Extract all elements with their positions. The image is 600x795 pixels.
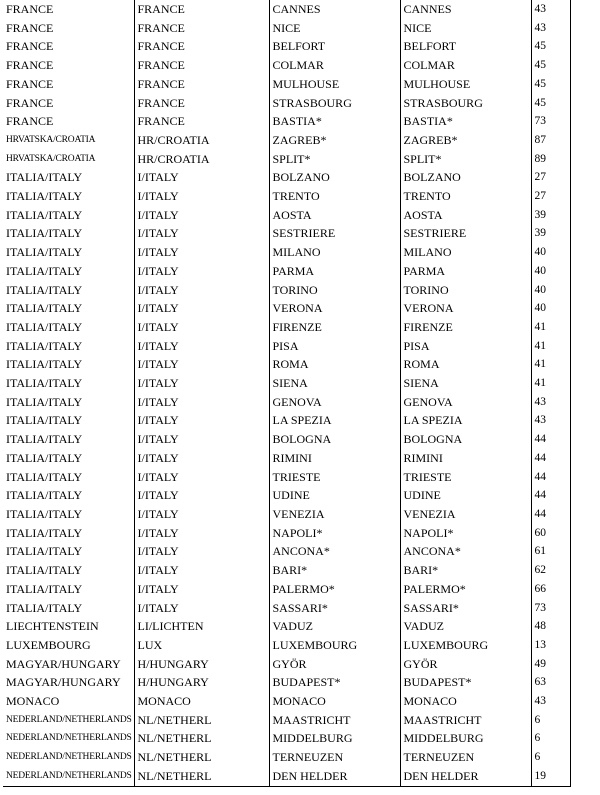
country-cell: FRANCE [6, 2, 54, 16]
country-cell: FRANCE [6, 58, 54, 73]
table-row [3, 75, 570, 94]
value-cell: 43 [531, 393, 570, 412]
city-local-cell: GYÖR [400, 655, 531, 674]
country-cell: ITALIA/ITALY [6, 450, 83, 465]
value-cell: 27 [531, 168, 570, 187]
country-cell: LUXEMBOURG [6, 637, 91, 652]
country-code-cell: I/ITALY [134, 299, 269, 318]
country-code-cell: I/ITALY [134, 449, 269, 468]
country-cell: MAGYAR/HUNGARY [6, 656, 121, 671]
country-code-cell: I/ITALY [134, 524, 269, 543]
country-cell: FRANCE [6, 114, 54, 129]
city-cell: PALERMO* [269, 580, 400, 599]
table-row [3, 337, 570, 356]
country-code-cell: I/ITALY [134, 486, 269, 505]
value-cell: 40 [531, 281, 570, 300]
city-local-cell: PISA [400, 337, 531, 356]
country-code-cell: I/ITALY [134, 430, 269, 449]
country-cell: NEDERLAND/NETHERLANDS [6, 752, 132, 763]
country-code-cell: MONACO [134, 692, 269, 711]
country-cell: ITALIA/ITALY [6, 469, 83, 484]
country-code-cell: FRANCE [134, 0, 269, 19]
table-row [3, 243, 570, 262]
city-cell: NICE [269, 19, 400, 38]
value-cell: 43 [531, 19, 570, 38]
city-local-cell: COLMAR [400, 56, 531, 75]
city-local-cell: PALERMO* [400, 580, 531, 599]
value-cell: 44 [531, 430, 570, 449]
table-row [3, 449, 570, 468]
table-row [3, 355, 570, 374]
table-row [3, 561, 570, 580]
country-cell: ITALIA/ITALY [6, 263, 83, 278]
table-row [3, 411, 570, 430]
city-cell: SPLIT* [269, 150, 400, 169]
city-local-cell: MULHOUSE [400, 75, 531, 94]
country-code-cell: I/ITALY [134, 561, 269, 580]
city-local-cell: BASTIA* [400, 112, 531, 131]
value-cell: 13 [531, 636, 570, 655]
country-cell: LIECHTENSTEIN [6, 619, 99, 634]
table-row [3, 692, 570, 711]
value-cell: 44 [531, 505, 570, 524]
city-cell: SESTRIERE [269, 224, 400, 243]
value-cell: 41 [531, 355, 570, 374]
country-code-cell: H/HUNGARY [134, 655, 269, 674]
country-code-cell: I/ITALY [134, 281, 269, 300]
country-cell: ITALIA/ITALY [6, 488, 83, 503]
country-code-cell: I/ITALY [134, 580, 269, 599]
country-cell: ITALIA/ITALY [6, 544, 83, 559]
country-cell: ITALIA/ITALY [6, 207, 83, 222]
city-cell: PISA [269, 337, 400, 356]
city-cell: MONACO [269, 692, 400, 711]
city-cell: SASSARI* [269, 599, 400, 618]
country-cell: NEDERLAND/NETHERLANDS [3, 767, 134, 786]
value-cell: 60 [531, 524, 570, 543]
table-row [3, 767, 570, 786]
country-code-cell: I/ITALY [134, 542, 269, 561]
country-cell: ITALIA/ITALY [6, 189, 83, 204]
city-local-cell: TERNEUZEN [400, 748, 531, 767]
country-code-cell: I/ITALY [134, 206, 269, 225]
table-row [3, 56, 570, 75]
country-cell: ITALIA/ITALY [6, 600, 83, 615]
city-cell: DEN HELDER [269, 767, 400, 786]
value-cell: 44 [531, 449, 570, 468]
country-cell: ITALIA/ITALY [6, 394, 83, 409]
table-row [3, 580, 570, 599]
country-code-cell: I/ITALY [134, 243, 269, 262]
table-row [3, 0, 570, 19]
table-row [3, 150, 570, 169]
country-cell: ITALIA/ITALY [6, 338, 83, 353]
country-code-cell: NL/NETHERL [134, 748, 269, 767]
value-cell: 27 [531, 187, 570, 206]
city-local-cell: BUDAPEST* [400, 673, 531, 692]
table-row [3, 673, 570, 692]
city-cell: MAASTRICHT [269, 711, 400, 730]
value-cell: 89 [531, 150, 570, 169]
table-row [3, 281, 570, 300]
city-local-cell: SPLIT* [400, 150, 531, 169]
value-cell: 61 [531, 542, 570, 561]
country-code-cell: NL/NETHERL [134, 767, 269, 786]
value-cell: 73 [531, 599, 570, 618]
city-cell: BUDAPEST* [269, 673, 400, 692]
country-code-cell: NL/NETHERL [134, 729, 269, 748]
table-row [3, 168, 570, 187]
value-cell: 45 [531, 56, 570, 75]
country-code-cell: H/HUNGARY [134, 673, 269, 692]
city-local-cell: LUXEMBOURG [400, 636, 531, 655]
country-cell: FRANCE [6, 20, 54, 35]
country-cell: ITALIA/ITALY [6, 376, 83, 391]
city-local-cell: CANNES [400, 0, 531, 19]
country-code-cell: I/ITALY [134, 468, 269, 487]
country-code-cell: FRANCE [134, 37, 269, 56]
city-local-cell: BELFORT [400, 37, 531, 56]
table-row [3, 94, 570, 113]
table-row [3, 112, 570, 131]
city-local-cell: SESTRIERE [400, 224, 531, 243]
city-local-cell: RIMINI [400, 449, 531, 468]
country-cell: ITALIA/ITALY [6, 581, 83, 596]
city-cell: MULHOUSE [269, 75, 400, 94]
value-cell: 44 [531, 468, 570, 487]
table-row [3, 599, 570, 618]
country-code-cell: FRANCE [134, 19, 269, 38]
country-code-cell: FRANCE [134, 94, 269, 113]
country-code-cell: I/ITALY [134, 505, 269, 524]
city-cell: SIENA [269, 374, 400, 393]
country-cell: HRVATSKA/CROATIA [6, 134, 96, 145]
table-row [3, 374, 570, 393]
value-cell: 39 [531, 224, 570, 243]
city-local-cell: DEN HELDER [400, 767, 531, 786]
city-cell: UDINE [269, 486, 400, 505]
city-local-cell: PARMA [400, 262, 531, 281]
city-cell: BOLOGNA [269, 430, 400, 449]
value-cell: 73 [531, 112, 570, 131]
table-row [3, 206, 570, 225]
country-code-cell: I/ITALY [134, 393, 269, 412]
city-local-cell: BOLOGNA [400, 430, 531, 449]
table-row [3, 37, 570, 56]
value-cell: 40 [531, 243, 570, 262]
city-local-cell: FIRENZE [400, 318, 531, 337]
value-cell: 45 [531, 75, 570, 94]
table-row [3, 131, 570, 150]
city-cell: LA SPEZIA [269, 411, 400, 430]
table-row [3, 748, 570, 767]
country-code-cell: LUX [134, 636, 269, 655]
value-cell: 63 [531, 673, 570, 692]
country-cell: MAGYAR/HUNGARY [6, 675, 121, 690]
city-local-cell: ZAGREB* [400, 131, 531, 150]
city-cell: GYÖR [269, 655, 400, 674]
country-code-cell: I/ITALY [134, 355, 269, 374]
city-local-cell: MILANO [400, 243, 531, 262]
city-cell: PARMA [269, 262, 400, 281]
city-local-cell: LA SPEZIA [400, 411, 531, 430]
city-local-cell: AOSTA [400, 206, 531, 225]
country-cell: ITALIA/ITALY [6, 226, 83, 241]
city-local-cell: VERONA [400, 299, 531, 318]
city-local-cell: SASSARI* [400, 599, 531, 618]
value-cell: 19 [531, 767, 570, 786]
country-code-cell: I/ITALY [134, 599, 269, 618]
city-local-cell: MIDDELBURG [400, 729, 531, 748]
city-cell: ZAGREB* [269, 131, 400, 150]
country-cell: FRANCE [6, 39, 54, 54]
city-cell: ANCONA* [269, 542, 400, 561]
city-local-cell: STRASBOURG [400, 94, 531, 113]
city-cell: TERNEUZEN [269, 748, 400, 767]
city-local-cell: VENEZIA [400, 505, 531, 524]
city-cell: BOLZANO [269, 168, 400, 187]
city-cell: AOSTA [269, 206, 400, 225]
city-local-cell: VADUZ [400, 617, 531, 636]
value-cell: 45 [531, 94, 570, 113]
table-row [3, 224, 570, 243]
country-code-cell: I/ITALY [134, 262, 269, 281]
country-cell: ITALIA/ITALY [6, 506, 83, 521]
table-row [3, 524, 570, 543]
city-cell: BELFORT [269, 37, 400, 56]
city-cell: VERONA [269, 299, 400, 318]
country-cell: NEDERLAND/NETHERLANDS [6, 733, 132, 744]
city-local-cell: BARI* [400, 561, 531, 580]
table-row [3, 729, 570, 748]
country-cell: ITALIA/ITALY [6, 413, 83, 428]
country-code-cell: I/ITALY [134, 337, 269, 356]
city-local-cell: TRENTO [400, 187, 531, 206]
value-cell: 45 [531, 37, 570, 56]
country-code-cell: I/ITALY [134, 187, 269, 206]
city-local-cell: NAPOLI* [400, 524, 531, 543]
table-row [3, 468, 570, 487]
city-cell: TRIESTE [269, 468, 400, 487]
value-cell: 6 [531, 729, 570, 748]
country-code-cell: I/ITALY [134, 168, 269, 187]
city-cell: TORINO [269, 281, 400, 300]
city-local-cell: TRIESTE [400, 468, 531, 487]
city-local-cell: GENOVA [400, 393, 531, 412]
value-cell: 87 [531, 131, 570, 150]
city-cell: STRASBOURG [269, 94, 400, 113]
country-cell: ITALIA/ITALY [6, 525, 83, 540]
value-cell: 43 [531, 692, 570, 711]
value-cell: 44 [531, 486, 570, 505]
city-cell: LUXEMBOURG [269, 636, 400, 655]
value-cell: 41 [531, 337, 570, 356]
city-local-cell: ROMA [400, 355, 531, 374]
country-code-cell: NL/NETHERL [134, 711, 269, 730]
country-cell: HRVATSKA/CROATIA [6, 153, 96, 164]
city-cell: CANNES [269, 0, 400, 19]
country-cell: NEDERLAND/NETHERLANDS [6, 714, 132, 725]
country-cell: FRANCE [6, 95, 54, 110]
country-code-cell: I/ITALY [134, 224, 269, 243]
city-cell: RIMINI [269, 449, 400, 468]
table-row [3, 655, 570, 674]
country-code-cell: FRANCE [134, 56, 269, 75]
value-cell: 40 [531, 299, 570, 318]
value-cell: 41 [531, 318, 570, 337]
city-cell: MIDDELBURG [269, 729, 400, 748]
city-local-cell: TORINO [400, 281, 531, 300]
city-cell: GENOVA [269, 393, 400, 412]
city-code-table [3, 0, 571, 787]
value-cell: 6 [531, 748, 570, 767]
table-row [3, 318, 570, 337]
city-local-cell: SIENA [400, 374, 531, 393]
country-cell: MONACO [6, 694, 60, 709]
table-row [3, 187, 570, 206]
value-cell: 48 [531, 617, 570, 636]
country-cell: ITALIA/ITALY [6, 357, 83, 372]
table-row [3, 636, 570, 655]
value-cell: 49 [531, 655, 570, 674]
value-cell: 6 [531, 711, 570, 730]
city-local-cell: MAASTRICHT [400, 711, 531, 730]
value-cell: 39 [531, 206, 570, 225]
value-cell: 62 [531, 561, 570, 580]
city-local-cell: MONACO [400, 692, 531, 711]
country-code-cell: FRANCE [134, 75, 269, 94]
city-cell: TRENTO [269, 187, 400, 206]
city-cell: BASTIA* [269, 112, 400, 131]
value-cell: 41 [531, 374, 570, 393]
city-cell: VADUZ [269, 617, 400, 636]
table-row [3, 486, 570, 505]
table-row [3, 542, 570, 561]
table-row [3, 299, 570, 318]
table-row [3, 393, 570, 412]
table-row [3, 262, 570, 281]
city-local-cell: UDINE [400, 486, 531, 505]
value-cell: 66 [531, 580, 570, 599]
country-code-cell: I/ITALY [134, 318, 269, 337]
country-code-cell: LI/LICHTEN [134, 617, 269, 636]
country-cell: ITALIA/ITALY [6, 301, 83, 316]
country-cell: ITALIA/ITALY [6, 170, 83, 185]
city-cell: FIRENZE [269, 318, 400, 337]
country-code-cell: I/ITALY [134, 411, 269, 430]
country-cell: ITALIA/ITALY [6, 563, 83, 578]
city-cell: NAPOLI* [269, 524, 400, 543]
city-cell: COLMAR [269, 56, 400, 75]
table-row [3, 19, 570, 38]
city-cell: VENEZIA [269, 505, 400, 524]
country-cell: ITALIA/ITALY [6, 282, 83, 297]
country-cell: ITALIA/ITALY [6, 319, 83, 334]
city-local-cell: BOLZANO [400, 168, 531, 187]
value-cell: 43 [531, 411, 570, 430]
country-cell: ITALIA/ITALY [6, 245, 83, 260]
country-code-cell: I/ITALY [134, 374, 269, 393]
value-cell: 43 [531, 0, 570, 19]
country-cell: FRANCE [6, 76, 54, 91]
table-row [3, 711, 570, 730]
country-cell: ITALIA/ITALY [6, 432, 83, 447]
city-cell: MILANO [269, 243, 400, 262]
city-local-cell: NICE [400, 19, 531, 38]
country-code-cell: HR/CROATIA [134, 150, 269, 169]
country-code-cell: HR/CROATIA [134, 131, 269, 150]
table-row [3, 505, 570, 524]
city-cell: ROMA [269, 355, 400, 374]
table-row [3, 430, 570, 449]
city-local-cell: ANCONA* [400, 542, 531, 561]
country-code-cell: FRANCE [134, 112, 269, 131]
table-row [3, 617, 570, 636]
value-cell: 40 [531, 262, 570, 281]
city-cell: BARI* [269, 561, 400, 580]
